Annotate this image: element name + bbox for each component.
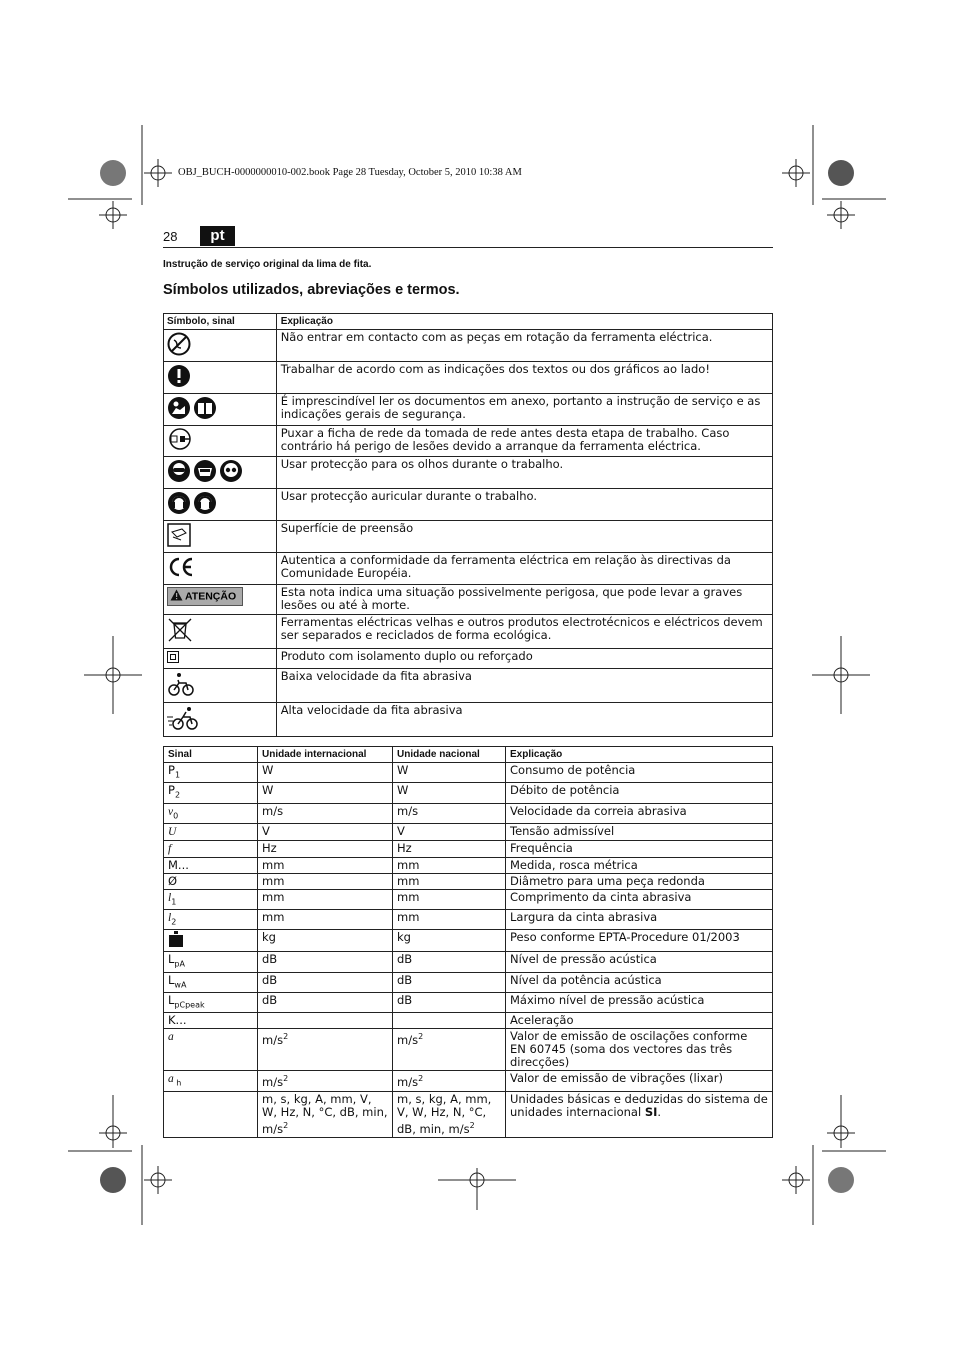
- intl-unit: m, s, kg, A, mm, V, W, Hz, N, °C, dB, min, m/s: [262, 1091, 388, 1136]
- grip-surface-icon: [167, 523, 191, 550]
- weight-icon: [168, 931, 184, 950]
- sign-cell: [164, 803, 258, 823]
- sign-cell: [164, 972, 258, 992]
- explanation: Largura da cinta abrasiva: [510, 910, 658, 925]
- national-unit-cell: [393, 1013, 506, 1029]
- explanation-cell: [506, 783, 773, 803]
- national-unit-cell: [393, 763, 506, 783]
- symbols-row: [164, 330, 773, 362]
- explanation-cell: Esta nota indica uma situação possivelmente perigosa, que pode levar a graves lesões ou até à morte.: [276, 585, 772, 615]
- sign-cell: [164, 783, 258, 803]
- double-insulation-icon: [167, 651, 179, 666]
- units-row: [164, 910, 773, 930]
- national-unit: dB: [397, 972, 413, 987]
- sign-cell: [164, 1013, 258, 1029]
- page-number: 28: [163, 229, 178, 244]
- sign-symbol: a: [168, 1031, 174, 1044]
- safety-glasses-icon: [219, 459, 243, 486]
- explanation-cell: [506, 1071, 773, 1091]
- intl-unit: dB: [262, 993, 278, 1008]
- symbol-cell: [164, 394, 277, 426]
- intl-unit: m/s: [262, 803, 284, 818]
- explanation-end: .: [657, 1104, 662, 1119]
- intl-unit-cell: [258, 840, 393, 857]
- intl-unit: mm: [262, 873, 285, 888]
- national-unit-superscript: 2: [469, 1120, 475, 1130]
- face-shield-icon: [193, 459, 217, 486]
- national-unit-cell: [393, 873, 506, 889]
- sign-subscript: wA: [174, 980, 187, 990]
- sign-symbol: L: [168, 972, 175, 987]
- header-cell: Símbolo, sinal: [164, 314, 277, 330]
- national-unit: kg: [397, 930, 411, 945]
- symbols-header-row: [164, 314, 773, 330]
- header-cell: Explicação: [506, 747, 773, 763]
- explanation-cell: [506, 1013, 773, 1029]
- explanation-cell: Puxar a ficha de rede da tomada de rede antes desta etapa de trabalho. Caso contrário há perigo de lesões devido a arranque da ferramenta eléctrica.: [276, 426, 772, 457]
- sign-cell: [164, 1071, 258, 1091]
- units-row: [164, 873, 773, 889]
- national-unit: m, s, kg, A, mm, V, W, Hz, N, °C, dB, min, m/s: [397, 1091, 492, 1136]
- explanation: Medida, rosca métrica: [510, 857, 638, 872]
- symbol-cell: [164, 362, 277, 394]
- explanation-cell: É imprescindível ler os documentos em anexo, portanto a instrução de serviço e as indicações gerais de segurança.: [276, 394, 772, 426]
- intl-unit-cell: [258, 823, 393, 840]
- explanation: Comprimento da cinta abrasiva: [510, 889, 692, 904]
- explanation-cell: Não entrar em contacto com as peças em rotação da ferramenta eléctrica.: [276, 330, 772, 362]
- explanation: Valor de emissão de oscilações conforme: [510, 1029, 748, 1044]
- ce-mark-icon: [167, 555, 195, 582]
- national-unit-cell: [393, 1071, 506, 1091]
- national-unit-cell: [393, 972, 506, 992]
- intl-unit-cell: [258, 889, 393, 909]
- explanation: Valor de emissão de vibrações (lixar): [510, 1071, 723, 1086]
- units-row: [164, 857, 773, 873]
- explanation-cell: [506, 763, 773, 783]
- national-unit: m/s: [397, 803, 419, 818]
- intl-unit-superscript: 2: [283, 1074, 289, 1084]
- explanation-cell: [506, 889, 773, 909]
- symbol-cell: [164, 457, 277, 489]
- intl-unit-cell: [258, 910, 393, 930]
- symbols-row: [164, 553, 773, 585]
- intl-unit: m/s: [262, 1033, 284, 1048]
- units-row: [164, 783, 773, 803]
- intl-unit-cell: [258, 857, 393, 873]
- symbols-row: [164, 649, 773, 669]
- sign-cell: [164, 857, 258, 873]
- sign-cell: [164, 1029, 258, 1071]
- units-row: [164, 930, 773, 952]
- units-row: [164, 1071, 773, 1091]
- intl-unit-cell: [258, 1071, 393, 1091]
- national-unit-superscript: 2: [418, 1074, 424, 1084]
- symbols-row: [164, 362, 773, 394]
- explanation: Consumo de potência: [510, 763, 636, 777]
- page-subtitle: Instrução de serviço original da lima de fita.: [163, 259, 372, 270]
- sign-symbol: f: [168, 842, 172, 855]
- intl-unit-cell: [258, 1013, 393, 1029]
- national-unit-cell: [393, 1091, 506, 1137]
- intl-unit-superscript: 2: [283, 1032, 289, 1042]
- explanation-cell: [506, 857, 773, 873]
- sign-subscript: pA: [174, 959, 185, 969]
- units-row: [164, 972, 773, 992]
- units-row: [164, 763, 773, 783]
- intl-unit-cell: [258, 952, 393, 972]
- sign-subscript: 1: [171, 897, 177, 907]
- explanation-cell: [506, 803, 773, 823]
- national-unit: mm: [397, 873, 420, 888]
- language-badge: pt: [200, 226, 235, 246]
- units-row: [164, 1029, 773, 1071]
- intl-unit-cell: [258, 783, 393, 803]
- sign-subscript: h: [173, 1078, 182, 1088]
- explanation-cell: Baixa velocidade da fita abrasiva: [276, 669, 772, 703]
- sign-symbol: P: [168, 763, 175, 777]
- explanation: Nível de pressão acústica: [510, 952, 657, 967]
- exclamation-icon: [167, 364, 191, 391]
- national-unit-cell: [393, 803, 506, 823]
- symbols-row: [164, 669, 773, 703]
- header-divider: [163, 247, 773, 248]
- explanation-bold: SI: [644, 1104, 658, 1119]
- sign-symbol: K...: [168, 1013, 187, 1028]
- national-unit-cell: [393, 889, 506, 909]
- sign-cell: [164, 763, 258, 783]
- goggles-icon: [167, 459, 191, 486]
- national-unit-superscript: 2: [418, 1032, 424, 1042]
- symbols-row: [164, 426, 773, 457]
- intl-unit: dB: [262, 972, 278, 987]
- explanation-cell: [506, 1091, 773, 1137]
- intl-unit-cell: [258, 1091, 393, 1137]
- sign-symbol: l: [168, 891, 172, 904]
- explanation: Peso conforme EPTA-Procedure 01/2003: [510, 930, 740, 945]
- explanation-cell: Alta velocidade da fita abrasiva: [276, 703, 772, 737]
- intl-unit-cell: [258, 930, 393, 952]
- explanation-cell: Usar protecção para os olhos durante o trabalho.: [276, 457, 772, 489]
- explanation-cell: Produto com isolamento duplo ou reforçado: [276, 649, 772, 669]
- national-unit-cell: [393, 952, 506, 972]
- sign-symbol: v: [168, 805, 174, 818]
- sign-symbol: L: [168, 993, 175, 1008]
- national-unit-cell: [393, 840, 506, 857]
- explanation-cell: [506, 1029, 773, 1071]
- national-unit-cell: [393, 910, 506, 930]
- symbol-cell: [164, 585, 277, 615]
- national-unit: dB: [397, 952, 413, 967]
- sign-symbol: M...: [168, 857, 189, 872]
- sign-cell: [164, 952, 258, 972]
- intl-unit: mm: [262, 889, 285, 904]
- units-row: [164, 993, 773, 1013]
- units-row: [164, 1091, 773, 1137]
- read-manual-person-icon: [167, 396, 191, 423]
- units-row: [164, 823, 773, 840]
- national-unit-cell: [393, 1029, 506, 1071]
- sign-subscript: 2: [174, 790, 181, 800]
- explanation-cell: Ferramentas eléctricas velhas e outros produtos electrotécnicos e eléctricos devem ser separados e reciclados de forma ecológica.: [276, 615, 772, 649]
- explanation: Frequência: [510, 840, 573, 855]
- national-unit: V: [397, 823, 405, 838]
- ear-protection-icon: [193, 491, 217, 518]
- intl-unit: m/s: [262, 1075, 284, 1090]
- symbol-cell: [164, 669, 277, 703]
- national-unit-cell: [393, 993, 506, 1013]
- sign-subscript: 0: [173, 810, 179, 820]
- explanation-cell: [506, 952, 773, 972]
- national-unit-cell: [393, 930, 506, 952]
- fast-speed-bicycle-icon: [167, 705, 199, 734]
- explanation: Máximo nível de pressão acústica: [510, 993, 705, 1008]
- explanation-cell: [506, 873, 773, 889]
- symbols-row: [164, 585, 773, 615]
- symbols-row: [164, 489, 773, 521]
- sign-subscript: 2: [171, 917, 177, 927]
- slow-speed-bicycle-icon: [167, 671, 195, 700]
- explanation: Débito de potência: [510, 783, 620, 798]
- explanation: Diâmetro para uma peça redonda: [510, 873, 705, 888]
- intl-unit-cell: [258, 803, 393, 823]
- intl-unit-cell: [258, 1029, 393, 1071]
- sign-subscript: 1: [174, 770, 181, 780]
- explanation: Velocidade da correia abrasiva: [510, 803, 687, 818]
- warning-label: ATENÇÃO: [167, 587, 243, 606]
- intl-unit-cell: [258, 763, 393, 783]
- weee-bin-icon: [167, 617, 193, 646]
- units-row: [164, 803, 773, 823]
- explanation-cell: Autentica a conformidade da ferramenta eléctrica em relação às directivas da Comunidade Européia.: [276, 553, 772, 585]
- units-row: [164, 840, 773, 857]
- national-unit: m/s: [397, 1075, 419, 1090]
- national-unit: W: [397, 763, 409, 777]
- intl-unit-cell: [258, 993, 393, 1013]
- explanation-cell: [506, 910, 773, 930]
- intl-unit: mm: [262, 910, 285, 925]
- header-cell: Sinal: [164, 747, 258, 763]
- sign-cell: [164, 889, 258, 909]
- national-unit-cell: [393, 823, 506, 840]
- symbols-table: [163, 313, 773, 737]
- explanation: Unidades básicas e deduzidas do sistema de unidades internacional: [510, 1091, 768, 1119]
- units-row: [164, 952, 773, 972]
- sign-cell: [164, 873, 258, 889]
- read-manual-book-icon: [193, 396, 217, 423]
- header-cell: Unidade internacional: [258, 747, 393, 763]
- intl-unit: mm: [262, 857, 285, 872]
- symbol-cell: [164, 521, 277, 553]
- units-table: [163, 746, 773, 1138]
- symbols-row: [164, 394, 773, 426]
- explanation-cell: [506, 823, 773, 840]
- national-unit: W: [397, 783, 409, 798]
- intl-unit: V: [262, 823, 270, 838]
- symbols-row: [164, 615, 773, 649]
- national-unit: mm: [397, 857, 420, 872]
- sign-subscript: pCpeak: [174, 1000, 205, 1010]
- symbol-cell: [164, 703, 277, 737]
- national-unit: mm: [397, 910, 420, 925]
- explanation-cell: [506, 840, 773, 857]
- symbols-row: [164, 703, 773, 737]
- sign-symbol: Ø: [168, 873, 178, 888]
- header-cell: Explicação: [276, 314, 772, 330]
- intl-unit-cell: [258, 873, 393, 889]
- symbol-cell: [164, 615, 277, 649]
- explanation: Tensão admissível: [510, 823, 615, 838]
- sign-symbol: l: [168, 912, 172, 925]
- units-header-row: [164, 747, 773, 763]
- sign-symbol: a: [168, 1073, 174, 1086]
- units-row: [164, 889, 773, 909]
- ear-protection-icon: [167, 491, 191, 518]
- intl-unit: dB: [262, 952, 278, 967]
- no-touch-rotating-icon: [167, 332, 191, 359]
- symbols-row: [164, 457, 773, 489]
- intl-unit: W: [262, 763, 274, 777]
- symbol-cell: [164, 553, 277, 585]
- national-unit-cell: [393, 783, 506, 803]
- unplug-icon: [167, 428, 193, 453]
- intl-unit-superscript: 2: [283, 1120, 289, 1130]
- intl-unit: W: [262, 783, 274, 798]
- intl-unit-cell: [258, 972, 393, 992]
- sign-cell: [164, 930, 258, 952]
- symbol-cell: [164, 426, 277, 457]
- sign-symbol: P: [168, 783, 175, 798]
- explanation-cell: [506, 972, 773, 992]
- explanation-line2: EN 60745 (soma dos vectores das três direcções): [510, 1042, 733, 1070]
- national-unit: Hz: [397, 840, 412, 855]
- symbol-cell: [164, 649, 277, 669]
- national-unit: mm: [397, 889, 420, 904]
- explanation-cell: Superfície de preensão: [276, 521, 772, 553]
- sign-cell: [164, 910, 258, 930]
- national-unit: m/s: [397, 1033, 419, 1048]
- sign-symbol: U: [168, 825, 177, 838]
- sign-cell: [164, 823, 258, 840]
- explanation-cell: [506, 993, 773, 1013]
- intl-unit: kg: [262, 930, 276, 945]
- units-row: [164, 1013, 773, 1029]
- explanation-cell: Trabalhar de acordo com as indicações dos textos ou dos gráficos ao lado!: [276, 362, 772, 394]
- sign-cell: [164, 993, 258, 1013]
- symbols-row: [164, 521, 773, 553]
- symbol-cell: [164, 489, 277, 521]
- symbol-cell: [164, 330, 277, 362]
- page-title: Símbolos utilizados, abreviações e termos.: [163, 282, 460, 298]
- print-header: OBJ_BUCH-0000000010-002.book Page 28 Tuesday, October 5, 2010 10:38 AM: [178, 167, 522, 178]
- explanation: Aceleração: [510, 1013, 574, 1028]
- sign-symbol: L: [168, 952, 175, 967]
- explanation-cell: Usar protecção auricular durante o trabalho.: [276, 489, 772, 521]
- sign-cell: [164, 1091, 258, 1137]
- warning-triangle-icon: [170, 589, 183, 604]
- national-unit-cell: [393, 857, 506, 873]
- explanation: Nível da potência acústica: [510, 972, 662, 987]
- sign-cell: [164, 840, 258, 857]
- national-unit: dB: [397, 993, 413, 1008]
- explanation-cell: [506, 930, 773, 952]
- header-cell: Unidade nacional: [393, 747, 506, 763]
- intl-unit: Hz: [262, 840, 277, 855]
